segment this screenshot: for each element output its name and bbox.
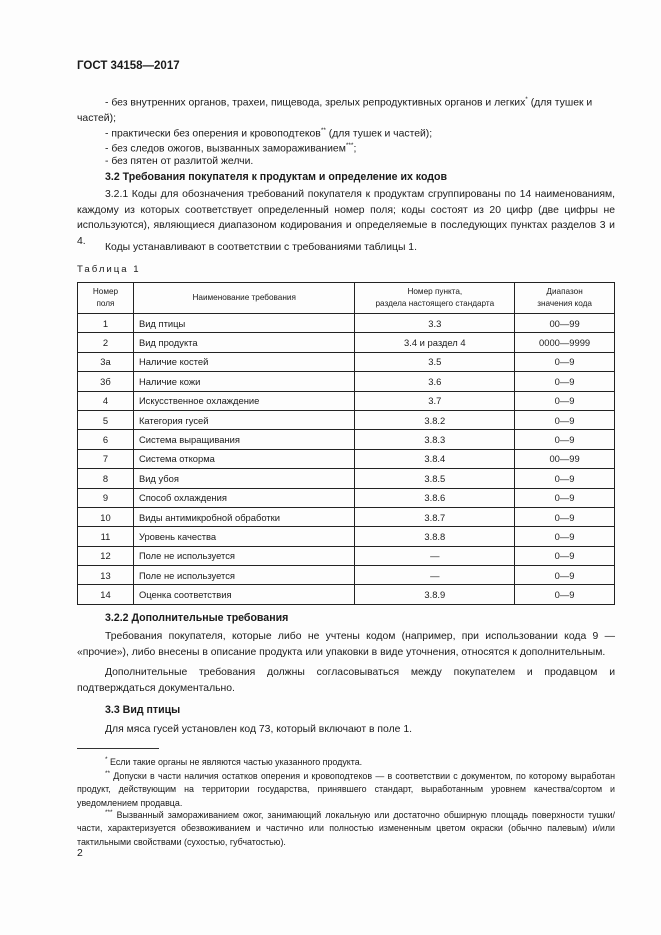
table-row (78, 410, 615, 429)
section-title: 3.2.2 Дополнительные требования (105, 612, 289, 624)
table-row (78, 469, 615, 488)
cell-field-number: 2 (78, 333, 134, 352)
section-title: 3.3 Вид птицы (105, 704, 181, 716)
cell-field-number: 14 (78, 585, 134, 604)
footnote: * Если такие органы не являются частью указанного продукта. (105, 756, 363, 767)
list-item: - практически без оперения и кровоподтеков** (для тушек и частей); (105, 127, 433, 140)
cell-field-number: 12 (78, 546, 134, 565)
table-row (78, 333, 615, 352)
cell-clause: 3.8.3 (355, 430, 515, 449)
cell-code-range: 0—9 (515, 566, 615, 585)
table-row (78, 546, 615, 565)
table-row (78, 488, 615, 507)
table-row (78, 352, 615, 371)
header-requirement-name: Наименование требования (133, 283, 355, 314)
cell-requirement-name: Искусственное охлаждение (133, 391, 355, 410)
cell-code-range: 0—9 (515, 507, 615, 526)
cell-requirement-name: Оценка соответствия (133, 585, 355, 604)
page-number: 2 (77, 848, 83, 859)
paragraph: Коды устанавливают в соответствии с требованиями таблицы 1. (105, 242, 417, 253)
cell-code-range: 0—9 (515, 430, 615, 449)
table-row (78, 507, 615, 526)
footnote-divider (77, 748, 159, 749)
cell-field-number: 7 (78, 449, 134, 468)
cell-field-number: 13 (78, 566, 134, 585)
cell-code-range: 00—99 (515, 314, 615, 333)
list-item: - без внутренних органов, трахеи, пищевода, зрелых репродуктивных органов и легких* (для тушек и частей); (77, 96, 593, 125)
section-title: 3.2 Требования покупателя к продуктам и определение их кодов (105, 171, 447, 183)
footnote: ** Допуски в части наличия остатков оперения и кровоподтеков — в соответствии с документом, по которому выработан продукт, действующим на территории государства, принявшего стандарт, выработанным уровнем качества/сортом и уведомлением продавца. (77, 770, 615, 808)
table-row (78, 585, 615, 604)
paragraph: Требования покупателя, которые либо не учтены кодом (например, при использовании кода 9 — «прочие»), либо внесены в описание продукта или упаковки в виде уточнения, относятся к дополнительным. (77, 631, 615, 658)
cell-code-range: 0—9 (515, 546, 615, 565)
cell-requirement-name: Поле не используется (133, 566, 355, 585)
cell-field-number: 6 (78, 430, 134, 449)
cell-clause: 3.8.9 (355, 585, 515, 604)
cell-field-number: 11 (78, 527, 134, 546)
cell-requirement-name: Уровень качества (133, 527, 355, 546)
cell-code-range: 0—9 (515, 488, 615, 507)
cell-requirement-name: Вид птицы (133, 314, 355, 333)
document-header: ГОСТ 34158—2017 (77, 60, 180, 72)
cell-code-range: 0—9 (515, 527, 615, 546)
table-row (78, 527, 615, 546)
cell-clause: — (355, 566, 515, 585)
cell-requirement-name: Наличие костей (133, 352, 355, 371)
table-row (78, 430, 615, 449)
cell-clause: 3.8.4 (355, 449, 515, 468)
cell-clause: 3.6 (355, 372, 515, 391)
cell-clause: 3.8.6 (355, 488, 515, 507)
cell-clause: — (355, 546, 515, 565)
cell-clause: 3.8.2 (355, 410, 515, 429)
cell-field-number: 10 (78, 507, 134, 526)
table-row (78, 391, 615, 410)
table-row (78, 449, 615, 468)
footnote: *** Вызванный замораживанием ожог, занимающий локальную или достаточно обширную площадь поверхности тушки/части, характеризуется обезвоживанием и частично или полностью измененным цветом окраски (обычно палевым) и/или тактильными свойствами (сухостью, губчатостью). (77, 809, 615, 847)
cell-clause: 3.7 (355, 391, 515, 410)
cell-code-range: 0—9 (515, 352, 615, 371)
cell-requirement-name: Система выращивания (133, 430, 355, 449)
cell-code-range: 0000—9999 (515, 333, 615, 352)
table-caption: Таблица 1 (77, 264, 141, 275)
list-item: - без пятен от разлитой желчи. (105, 156, 254, 167)
header-clause: Номер пункта, раздела настоящего стандарта (355, 283, 515, 314)
table-row (78, 314, 615, 333)
cell-code-range: 0—9 (515, 410, 615, 429)
cell-requirement-name: Вид убоя (133, 469, 355, 488)
cell-clause: 3.8.5 (355, 469, 515, 488)
cell-field-number: 3б (78, 372, 134, 391)
cell-clause: 3.3 (355, 314, 515, 333)
cell-field-number: 1 (78, 314, 134, 333)
cell-field-number: 5 (78, 410, 134, 429)
cell-requirement-name: Виды антимикробной обработки (133, 507, 355, 526)
paragraph: Дополнительные требования должны согласовываться между покупателем и продавцом и подтверждаться документально. (77, 667, 615, 694)
requirements-table (77, 282, 615, 605)
cell-requirement-name: Категория гусей (133, 410, 355, 429)
cell-field-number: 4 (78, 391, 134, 410)
cell-requirement-name: Поле не используется (133, 546, 355, 565)
paragraph: 3.2.1 Коды для обозначения требований покупателя к продуктам сгруппированы по 14 наименованиям, каждому из которых соответствует определенный номер поля; коды состоят из 20 цифр (две цифры не используются), являющиеся диапазоном кодирования и определяемые в последующих пунктах разделов 3 и 4. (77, 189, 615, 247)
cell-code-range: 0—9 (515, 585, 615, 604)
table-row (78, 566, 615, 585)
list-item: - без следов ожогов, вызванных замораживанием***; (105, 142, 357, 155)
cell-clause: 3.8.7 (355, 507, 515, 526)
cell-clause: 3.4 и раздел 4 (355, 333, 515, 352)
header-field-number: Номер поля (78, 283, 134, 314)
header-code-range: Диапазон значения кода (515, 283, 615, 314)
cell-clause: 3.8.8 (355, 527, 515, 546)
cell-code-range: 0—9 (515, 372, 615, 391)
cell-requirement-name: Вид продукта (133, 333, 355, 352)
cell-code-range: 0—9 (515, 469, 615, 488)
paragraph: Для мяса гусей установлен код 73, который включают в поле 1. (105, 724, 412, 735)
cell-requirement-name: Наличие кожи (133, 372, 355, 391)
cell-requirement-name: Система откорма (133, 449, 355, 468)
cell-clause: 3.5 (355, 352, 515, 371)
cell-code-range: 00—99 (515, 449, 615, 468)
table-row (78, 372, 615, 391)
cell-requirement-name: Способ охлаждения (133, 488, 355, 507)
cell-field-number: 3а (78, 352, 134, 371)
cell-code-range: 0—9 (515, 391, 615, 410)
cell-field-number: 9 (78, 488, 134, 507)
cell-field-number: 8 (78, 469, 134, 488)
